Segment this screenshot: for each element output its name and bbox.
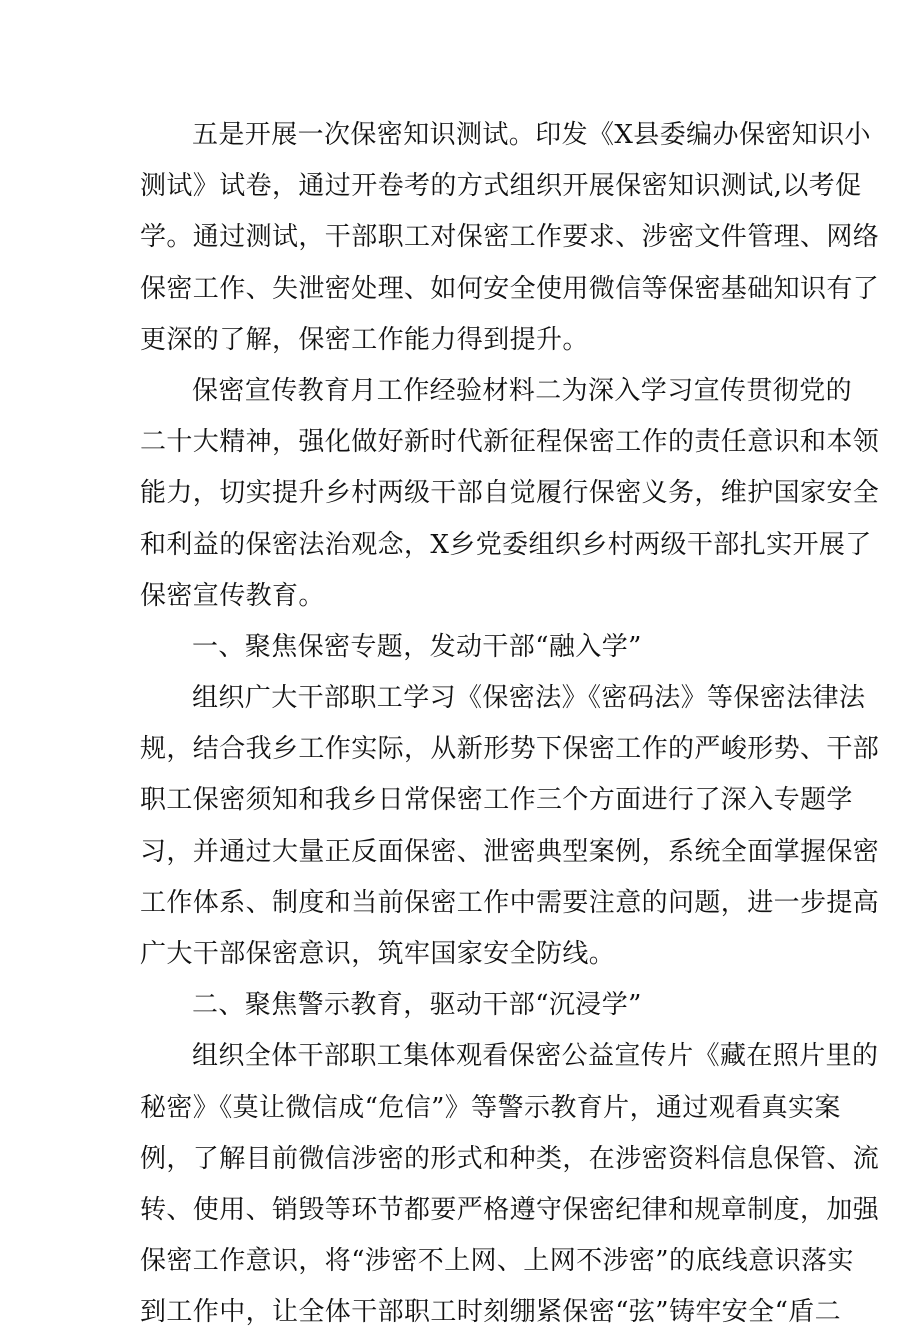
paragraph-2-line-2: 二十大精神，强化做好新时代新征程保密工作的责任意识和本领 [140, 427, 880, 458]
paragraph-4-line-3: 例，了解目前微信涉密的形式和种类，在涉密资料信息保管、流 [140, 1143, 880, 1174]
paragraph-3-line-4: 习，并通过大量正反面保密、泄密典型案例，系统全面掌握保密 [140, 836, 880, 867]
paragraph-3-line-1: 组织广大干部职工学习《保密法》《密码法》等保密法律法 [192, 683, 866, 714]
paragraph-4-line-2: 秘密》《莫让微信成“危信”》等警示教育片，通过观看真实案 [140, 1092, 841, 1123]
paragraph-3-line-2: 规，结合我乡工作实际，从新形势下保密工作的严峻形势、干部 [140, 734, 880, 765]
paragraph-3-line-3: 职工保密须知和我乡日常保密工作三个方面进行了深入专题学 [140, 785, 853, 816]
paragraph-1-line-4: 保密工作、失泄密处理、如何安全使用微信等保密基础知识有了 [140, 273, 880, 304]
paragraph-1-line-2: 测试》试卷，通过开卷考的方式组织开展保密知识测试,以考促 [140, 171, 862, 202]
paragraph-4-line-1: 组织全体干部职工集体观看保密公益宣传片《藏在照片里的 [192, 1041, 879, 1072]
paragraph-2-line-4: 和利益的保密法治观念，X乡党委组织乡村两级干部扎实开展了 [140, 529, 872, 560]
paragraph-4-line-4: 转、使用、销毁等环节都要严格遵守保密纪律和规章制度，加强 [140, 1194, 880, 1225]
paragraph-2-line-1: 保密宣传教育月工作经验材料二为深入学习宣传贯彻党的 [192, 375, 853, 406]
paragraph-1-line-5: 更深的了解，保密工作能力得到提升。 [140, 324, 589, 355]
paragraph-1-line-3: 学。通过测试，干部职工对保密工作要求、涉密文件管理、网络 [140, 222, 880, 253]
paragraph-3-line-6: 广大干部保密意识，筑牢国家安全防线。 [140, 939, 616, 969]
paragraph-2-line-5: 保密宣传教育。 [140, 580, 325, 611]
paragraph-4-line-5: 保密工作意识，将“涉密不上网、上网不涉密”的底线意识落实 [140, 1246, 854, 1277]
paragraph-3-line-5: 工作体系、制度和当前保密工作中需要注意的问题，进一步提高 [140, 887, 880, 918]
paragraph-2-line-3: 能力，切实提升乡村两级干部自觉履行保密义务，维护国家安全 [140, 478, 880, 509]
paragraph-4-line-6: 到工作中，让全体干部职工时刻绷紧保密“弦”铸牢安全“盾二 [140, 1297, 842, 1328]
section-heading-1: 一、聚焦保密专题，发动干部“融入学” [192, 631, 642, 662]
section-heading-2: 二、聚焦警示教育，驱动干部“沉浸学” [192, 990, 642, 1021]
paragraph-1-line-1: 五是开展一次保密知识测试。印发《X县委编办保密知识小 [192, 120, 871, 150]
document-body [140, 110, 880, 1339]
